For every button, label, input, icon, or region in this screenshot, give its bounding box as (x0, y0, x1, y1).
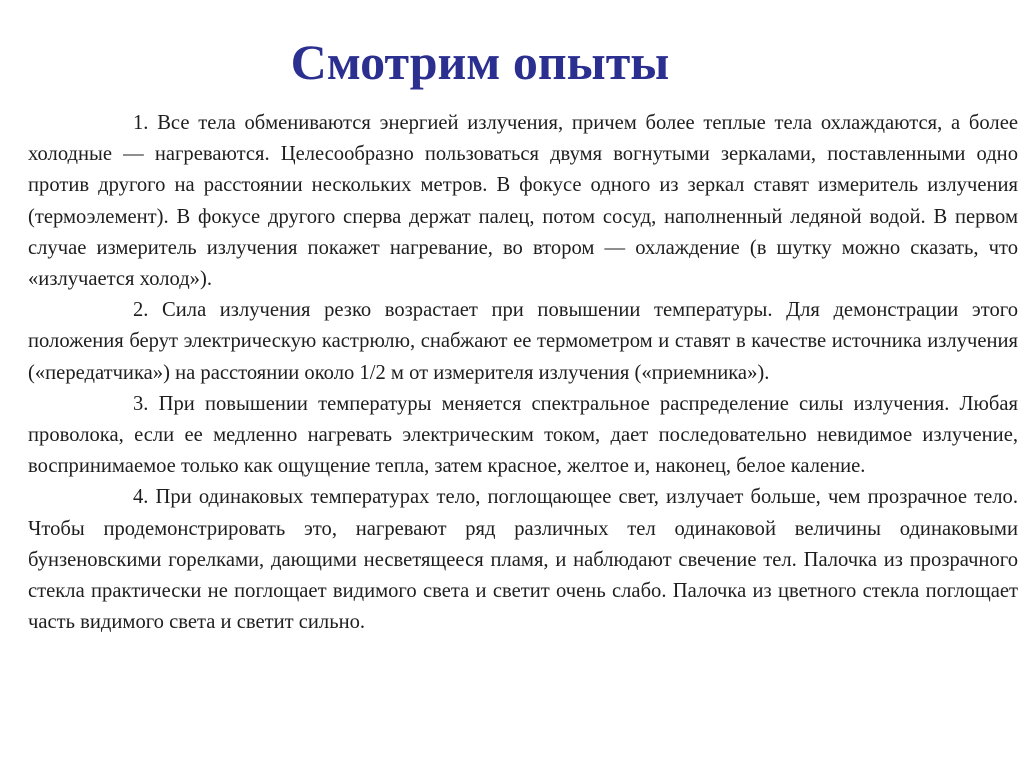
paragraph-4: 4. При одинаковых температурах тело, поглощающее свет, излучает больше, чем прозрачное тело. Чтобы продемонстрировать это, нагревают ряд различных тел одинаковой величины одинаковыми бунзеновскими горелками, дающими несветящееся пламя, и наблюдают свечение тел. Палочка из прозрачного стекла практически не поглощает видимого света и светит очень слабо. Палочка из цветного стекла поглощает часть видимого света и светит сильно. (28, 486, 1018, 634)
body-text (28, 108, 1018, 638)
paragraph-3: 3. При повышении температуры меняется спектральное распределение силы излучения. Любая проволока, если ее медленно нагревать электрическим током, дает последовательно невидимое излучение, воспринимаемое только как ощущение тепла, затем красное, желтое и, наконец, белое каление. (28, 392, 1018, 478)
paragraph-1: 1. Все тела обмениваются энергией излучения, причем более теплые тела охлаждаются, а более холодные — нагреваются. Целесообразно пользоваться двумя вогнутыми зеркалами, поставленными одно против другого на расстоянии нескольких метров. В фокусе одного из зеркал ставят измеритель излучения (термоэлемент). В фокусе другого сперва держат палец, потом сосуд, наполненный ледяной водой. В первом случае измеритель излучения покажет нагревание, во втором — охлаждение (в шутку можно сказать, что «излучается холод»). (28, 112, 1018, 291)
slide-title: Смотрим опыты (290, 34, 670, 90)
paragraph-2: 2. Сила излучения резко возрастает при повышении температуры. Для демонстрации этого положения берут электрическую кастрюлю, снабжают ее термометром и ставят в качестве источника излучения («передатчика») на расстоянии около 1/2 м от измерителя излучения («приемника»). (28, 299, 1018, 384)
